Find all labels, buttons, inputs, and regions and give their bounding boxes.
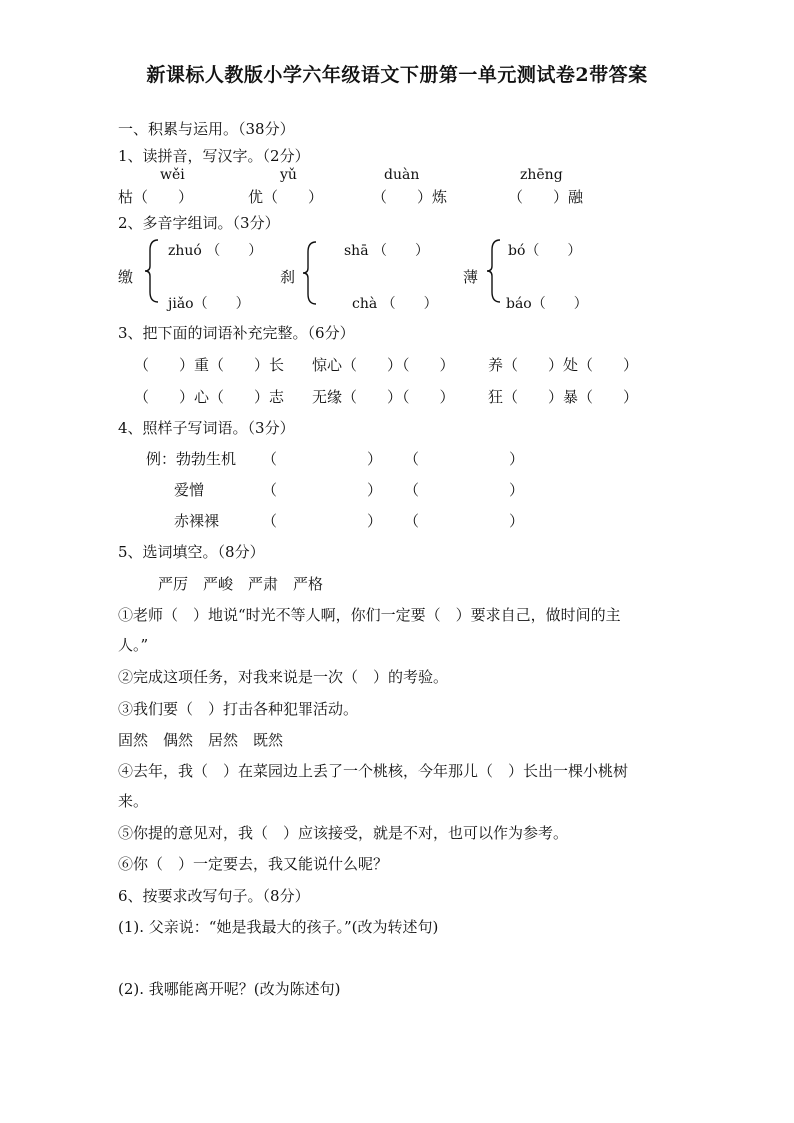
q3-cell-2-3: 狂（ ）暴（ ） <box>488 388 639 406</box>
q3-heading: 3、把下面的词语补充完整。（6分） <box>118 324 355 342</box>
q4-blank: （ ） <box>404 481 525 499</box>
q1-pinyin-3: duàn <box>384 167 420 183</box>
q1-item-3: （ ）炼 <box>372 188 448 206</box>
q1-item-1: 枯（ ） <box>118 188 194 206</box>
q2-reading-1a: zhuó （ ） <box>168 243 263 259</box>
q5-sentence-3: ③我们要（ ）打击各种犯罪活动。 <box>118 700 359 718</box>
q1-pinyin-2: yǔ <box>280 167 297 183</box>
q2-reading-3a: bó（ ） <box>508 243 582 259</box>
q2-char-3: 薄 <box>463 268 479 286</box>
q2-reading-1b: jiǎo（ ） <box>168 296 250 312</box>
q4-word-label: 爱憎 <box>174 481 205 499</box>
q6-sentence-1: (1). 父亲说：“她是我最大的孩子。”(改为转述句) <box>118 918 439 936</box>
q3-cell-1-2: 惊心（ ）（ ） <box>312 356 455 374</box>
q5-sentence-4: ④去年，我（ ）在菜园边上丢了一个桃核，今年那儿（ ）长出一棵小桃树 <box>118 762 629 780</box>
q2-reading-2b: chà （ ） <box>352 296 438 312</box>
q4-blank: （ ） <box>404 450 525 468</box>
q1-item-2: 优（ ） <box>248 188 324 206</box>
q1-heading: 1、读拼音，写汉字。（2分） <box>118 147 310 165</box>
q2-char-1: 缴 <box>118 268 134 286</box>
q5-sentence-1: ①老师（ ）地说“时光不等人啊，你们一定要（ ）要求自己，做时间的主 <box>118 606 621 624</box>
q3-cell-2-1: （ ）心（ ）志 <box>134 388 285 406</box>
q2-heading: 2、多音字组词。（3分） <box>118 214 280 232</box>
brace-icon <box>144 238 160 304</box>
q3-cell-1-3: 养（ ）处（ ） <box>488 356 639 374</box>
page-title: 新课标人教版小学六年级语文下册第一单元测试卷2带答案 <box>146 64 648 86</box>
q4-blank: （ ） <box>262 512 383 530</box>
q5-word-choices-2: 固然 偶然 居然 既然 <box>118 731 284 749</box>
q5-sentence-4-cont: 来。 <box>118 792 149 810</box>
q4-blank: （ ） <box>262 481 383 499</box>
q2-reading-2a: shā （ ） <box>344 243 429 259</box>
q1-item-4: （ ）融 <box>508 188 584 206</box>
q6-heading: 6、按要求改写句子。（8分） <box>118 887 310 905</box>
brace-icon <box>486 238 502 304</box>
q2-char-2: 刹 <box>280 268 296 286</box>
brace-icon <box>302 240 318 306</box>
q5-heading: 5、选词填空。（8分） <box>118 543 265 561</box>
section-heading: 一、积累与运用。（38分） <box>118 120 295 138</box>
q3-cell-2-2: 无缘（ ）（ ） <box>312 388 455 406</box>
q1-pinyin-4: zhēng <box>520 167 563 183</box>
q2-reading-3b: báo（ ） <box>506 296 588 312</box>
q1-pinyin-1: wěi <box>160 167 185 183</box>
q5-sentence-2: ②完成这项任务，对我来说是一次（ ）的考验。 <box>118 668 449 686</box>
q4-blank: （ ） <box>262 450 383 468</box>
q3-cell-1-1: （ ）重（ ）长 <box>134 356 285 374</box>
q4-heading: 4、照样子写词语。（3分） <box>118 419 295 437</box>
q6-sentence-2: (2). 我哪能离开呢？(改为陈述句) <box>118 980 341 998</box>
q5-sentence-5: ⑤你提的意见对，我（ ）应该接受，就是不对，也可以作为参考。 <box>118 824 569 842</box>
q4-example-label: 例：勃勃生机 <box>146 450 237 468</box>
q4-word-label: 赤裸裸 <box>174 512 220 530</box>
q5-word-choices-1: 严厉 严峻 严肃 严格 <box>158 575 324 593</box>
q5-sentence-6: ⑥你（ ）一定要去，我又能说什么呢？ <box>118 855 389 873</box>
q4-blank: （ ） <box>404 512 525 530</box>
q5-sentence-1-cont: 人。” <box>118 636 149 654</box>
